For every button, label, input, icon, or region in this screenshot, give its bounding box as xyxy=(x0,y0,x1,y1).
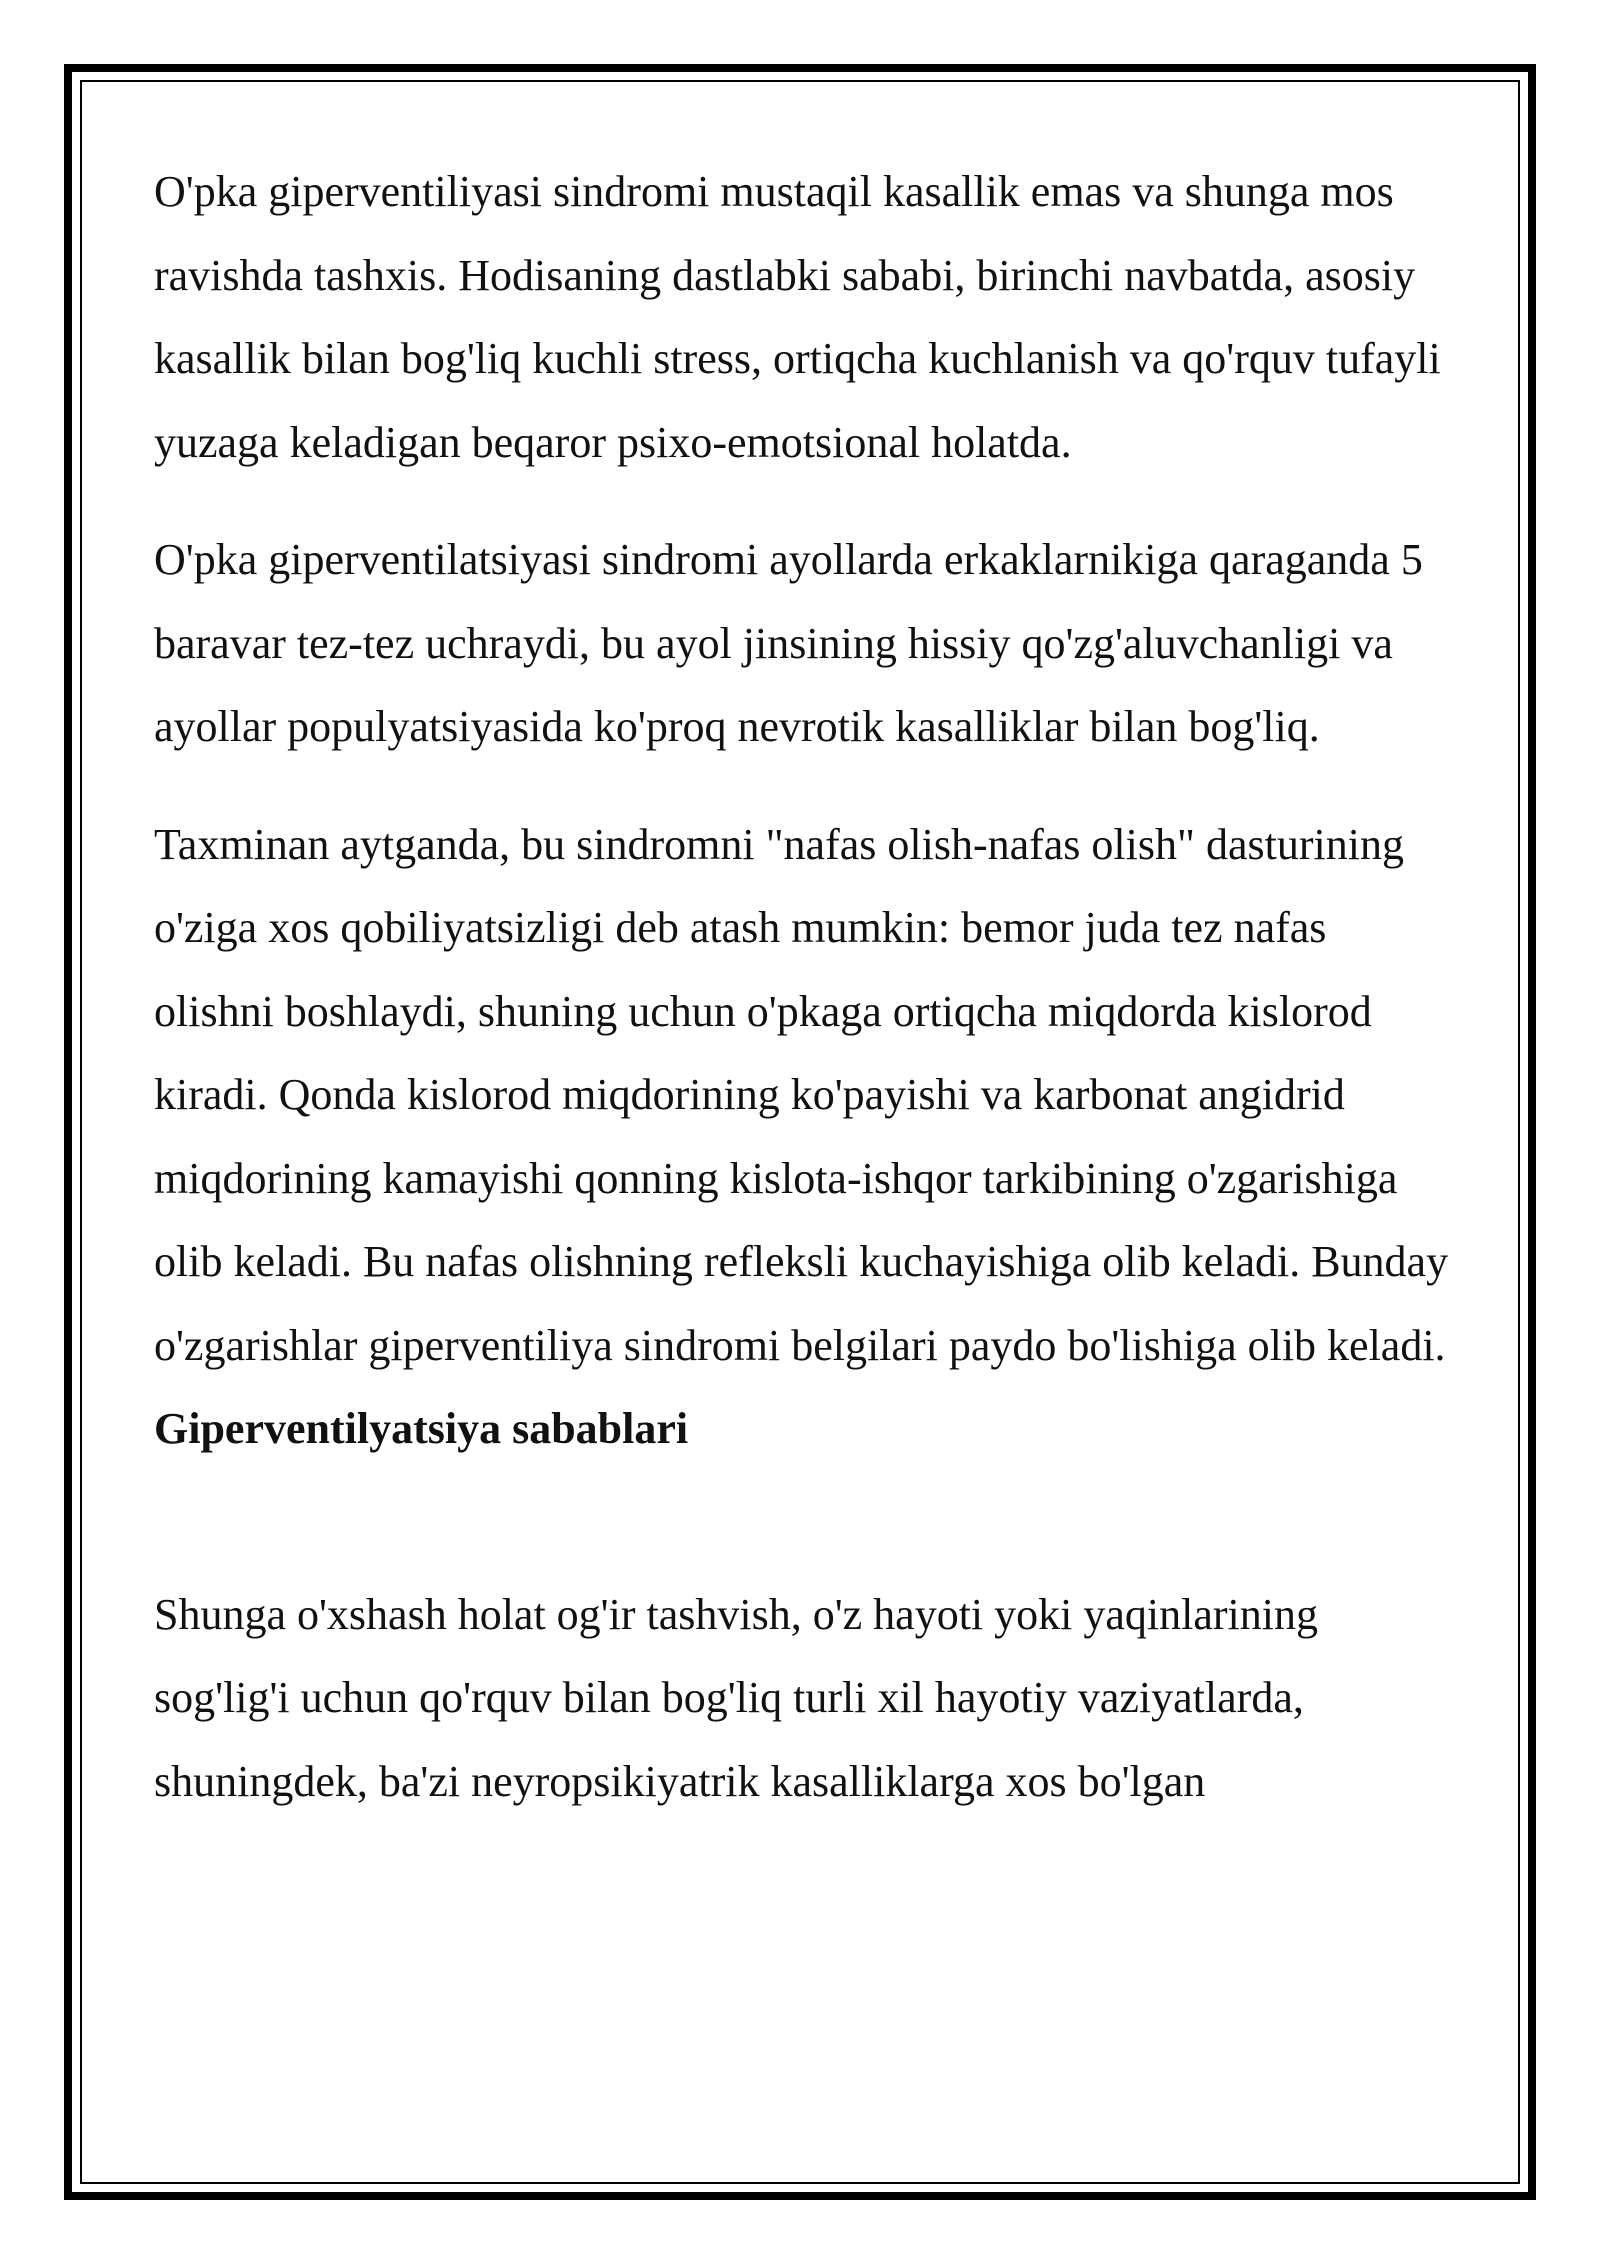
document-body xyxy=(154,150,1454,1857)
paragraph-2: O'pka giperventilatsiyasi sindromi ayollarda erkaklarnikiga qaraganda 5 baravar tez-tez uchraydi, bu ayol jinsining hissiy qo'zg'aluvchanligi va ayollar populyatsiyasida ko'proq nevrotik kasalliklar bilan bog'liq. xyxy=(154,535,1423,751)
paragraph-3: Taxminan aytganda, bu sindromni "nafas olish-nafas olish" dasturining o'ziga xos qobiliyatsizligi deb atash mumkin: bemor juda tez nafas olishni boshlaydi, shuning uchun o'pkaga ortiqcha miqdorda kislorod kiradi. Qonda kislorod miqdorining ko'payishi va karbonat angidrid miqdorining kamayishi qonning kislota-ishqor tarkibining o'zgarishiga olib keladi. Bu nafas olishning refleksli kuchayishiga olib keladi. Bunday o'zgarishlar giperventiliya sindromi belgilari paydo bo'lishiga olib keladi. xyxy=(154,819,1449,1370)
paragraph-4: Shunga o'xshash holat og'ir tashvish, o'z hayoti yoki yaqinlarining sog'lig'i uchun qo'rquv bilan bog'liq turli xil hayotiy vaziyatlarda, shuningdek, ba'zi neyropsikiyatrik kasalliklarga xos bo'lgan xyxy=(154,1589,1318,1806)
paragraph-1: O'pka giperventiliyasi sindromi mustaqil kasallik emas va shunga mos ravishda tashxis. Hodisaning dastlabki sababi, birinchi navbatda, asosiy kasallik bilan bog'liq kuchli stress, ortiqcha kuchlanish va qo'rquv tufayli yuzaga keladigan beqaror psixo-emotsional holatda. xyxy=(154,167,1441,467)
section-heading: Giperventilyatsiya sabablari xyxy=(154,1404,689,1453)
